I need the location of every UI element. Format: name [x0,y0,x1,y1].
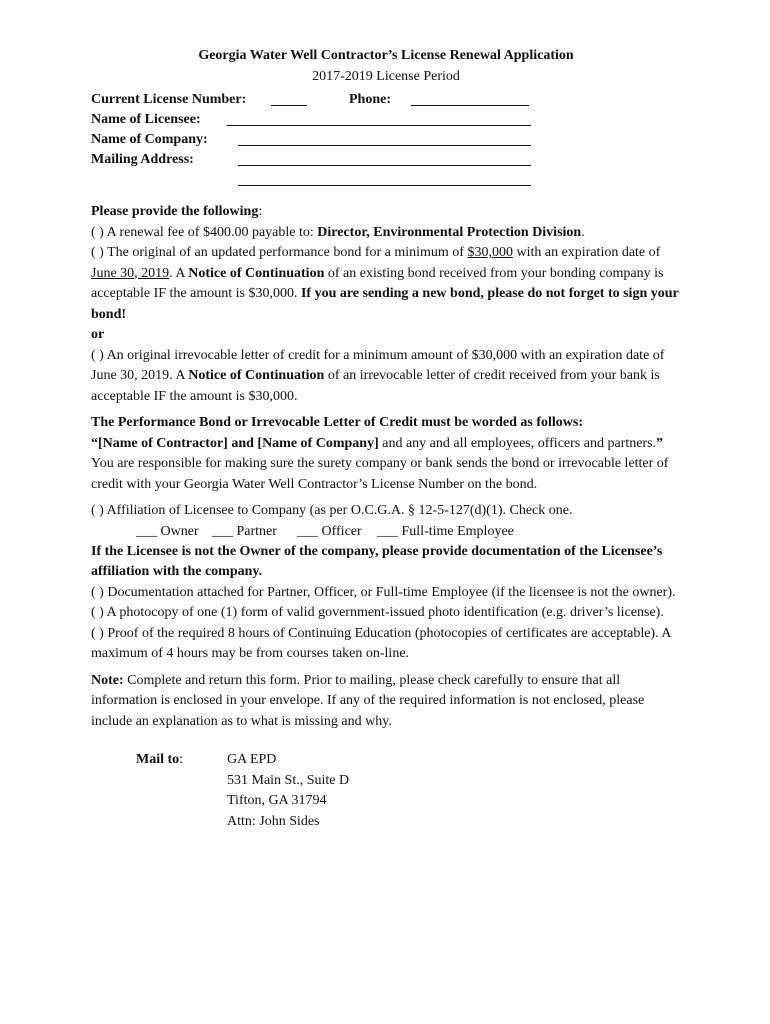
or-label: or [91,327,105,342]
mail-line-2: 531 Main St., Suite D [227,772,350,788]
checkbox[interactable]: ( ) [91,584,104,600]
license-period: 2017-2019 License Period [312,68,460,84]
checkbox[interactable]: ( ) [91,503,104,518]
checkbox[interactable]: ( ) [91,347,104,363]
worded-heading: The Performance Bond or Irrevocable Letter of Credit must be worded as follows: [91,415,583,430]
item-documentation: ( ) Documentation attached for Partner, Officer, or Full-time Employee (if the licensee is not the owner). [91,584,676,600]
checkbox[interactable]: ( ) [91,224,104,240]
mailing-field-line1[interactable] [238,150,531,166]
option-officer[interactable]: ___ Officer [297,523,362,539]
licensee-label: Name of Licensee: [91,112,201,127]
item-renewal-fee: ( ) A renewal fee of $400.00 payable to: Director, Environmental Protection Division. [91,224,585,240]
mailing-field-line2[interactable] [238,170,531,186]
phone-label: Phone: [349,92,391,107]
company-label: Name of Company: [91,132,208,147]
item-continuing-education: ( ) Proof of the required 8 hours of Continuing Education (photocopies of certificates are acceptable). A maximum of 4 hours may be from courses taken on-line. [91,625,671,661]
worded-paragraph: “[Name of Contractor] and [Name of Company] and any and all employees, officers and partners.” You are responsible for making sure the surety company or bank sends the bond or irrevocable letter of credit with your Georgia Water Well Contractor’s License Number on the bond. [91,435,669,492]
option-owner[interactable]: ___ Owner [136,523,199,539]
item-performance-bond: ( ) The original of an updated performance bond for a minimum of $30,000 with an expiration date of June 30, 2019. A Notice of Continuation of an existing bond received from your bonding company is acceptable IF the amount is $30,000. If you are sending a new bond, please do not forget to sign your bond! [91,245,679,322]
form-content [91,46,681,840]
mail-line-1: GA EPD [227,752,277,767]
mail-to-label: Mail to: [136,752,184,767]
company-field[interactable] [238,130,531,146]
not-owner-notice: If the Licensee is not the Owner of the company, please provide documentation of the Licensee’s affiliation with the company. [91,543,663,579]
mail-to-block [91,750,681,840]
checkbox[interactable]: ( ) [91,625,104,641]
mail-line-3: Tifton, GA 31794 [227,793,327,808]
item-photo-id: ( ) A photocopy of one (1) form of valid government-issued photo identification (e.g. driver’s license). [91,605,664,620]
licensee-field[interactable] [227,110,531,126]
phone-field[interactable] [411,90,529,106]
note-paragraph: Note: Complete and return this form. Prior to mailing, please check carefully to ensure that all information is enclosed in your envelope. If any of the required information is not enclosed, please include an explanation as to what is missing and why. [91,672,645,729]
option-partner[interactable]: ___ Partner [212,523,277,539]
item-letter-of-credit: ( ) An original irrevocable letter of credit for a minimum amount of $30,000 with an expiration date of June 30, 2019. A Notice of Continuation of an irrevocable letter of credit received from your bank is acceptable IF the amount is $30,000. [91,347,665,404]
form-title: Georgia Water Well Contractor’s License Renewal Application [198,48,574,63]
mailing-label: Mailing Address: [91,152,194,167]
checkbox[interactable]: ( ) [91,245,104,260]
contact-fields [91,90,681,172]
license-number-field[interactable] [271,90,307,106]
option-fulltime[interactable]: ___ Full-time Employee [377,523,514,539]
provide-heading: Please provide the following: [91,204,263,219]
mailing-extra [91,172,681,192]
mail-line-4: Attn: John Sides [227,813,320,829]
checkbox[interactable]: ( ) [91,605,104,620]
item-affiliation: ( ) Affiliation of Licensee to Company (as per O.C.G.A. § 12-5-127(d)(1). Check one. [91,503,573,518]
mail-address [227,750,349,832]
license-number-label: Current License Number: [91,92,247,107]
affiliation-options [91,522,681,542]
